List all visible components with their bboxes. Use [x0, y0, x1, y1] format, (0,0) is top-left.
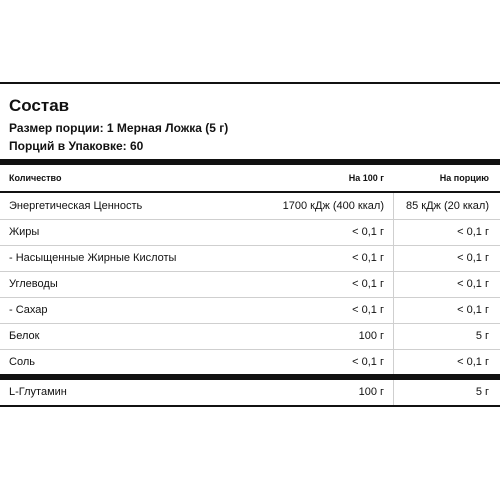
- table-row: [0, 323, 500, 349]
- nutrient-name: Жиры: [9, 226, 40, 238]
- value-per-100g: < 0,1 г: [352, 356, 384, 368]
- value-per-serving: < 0,1 г: [457, 278, 489, 290]
- header-per-100g: На 100 г: [348, 173, 384, 183]
- nutrient-name: Углеводы: [9, 278, 58, 290]
- value-per-100g: < 0,1 г: [352, 226, 384, 238]
- nutrient-name: - Насыщенные Жирные Кислоты: [9, 252, 177, 264]
- table-row: [0, 193, 500, 219]
- value-per-100g: < 0,1 г: [352, 278, 384, 290]
- nutrient-name: Энергетическая Ценность: [9, 200, 143, 212]
- nutrient-name: - Сахар: [9, 304, 48, 316]
- value-per-serving: 5 г: [475, 386, 489, 398]
- bottom-rule: [0, 405, 500, 407]
- value-per-serving: < 0,1 г: [457, 226, 489, 238]
- nutrient-name: Соль: [9, 356, 35, 368]
- table-row: [0, 349, 500, 375]
- header-per-serving: На порцию: [439, 173, 489, 183]
- table-row: [0, 379, 500, 405]
- panel-title: Состав: [9, 96, 70, 115]
- value-per-serving: < 0,1 г: [457, 252, 489, 264]
- header-amount: Количество: [9, 173, 62, 183]
- serving-size: Размер порции: 1 Мерная Ложка (5 г): [9, 121, 229, 135]
- value-per-serving: 5 г: [475, 330, 489, 342]
- table-row: [0, 271, 500, 297]
- value-per-serving: < 0,1 г: [457, 304, 489, 316]
- value-per-serving: 85 кДж (20 ккал): [406, 200, 489, 212]
- table-row: [0, 297, 500, 323]
- value-per-100g: 1700 кДж (400 ккал): [282, 200, 384, 212]
- table-row: [0, 219, 500, 245]
- servings-per-container: Порций в Упаковке: 60: [9, 139, 144, 153]
- header-rule: [0, 159, 500, 165]
- value-per-100g: 100 г: [358, 330, 384, 342]
- table-row: [0, 245, 500, 271]
- value-per-100g: < 0,1 г: [352, 252, 384, 264]
- top-rule: [0, 82, 500, 84]
- value-per-serving: < 0,1 г: [457, 356, 489, 368]
- ingredient-name: L-Глутамин: [9, 386, 67, 398]
- value-per-100g: < 0,1 г: [352, 304, 384, 316]
- value-per-100g: 100 г: [358, 386, 384, 398]
- nutrient-name: Белок: [9, 330, 40, 342]
